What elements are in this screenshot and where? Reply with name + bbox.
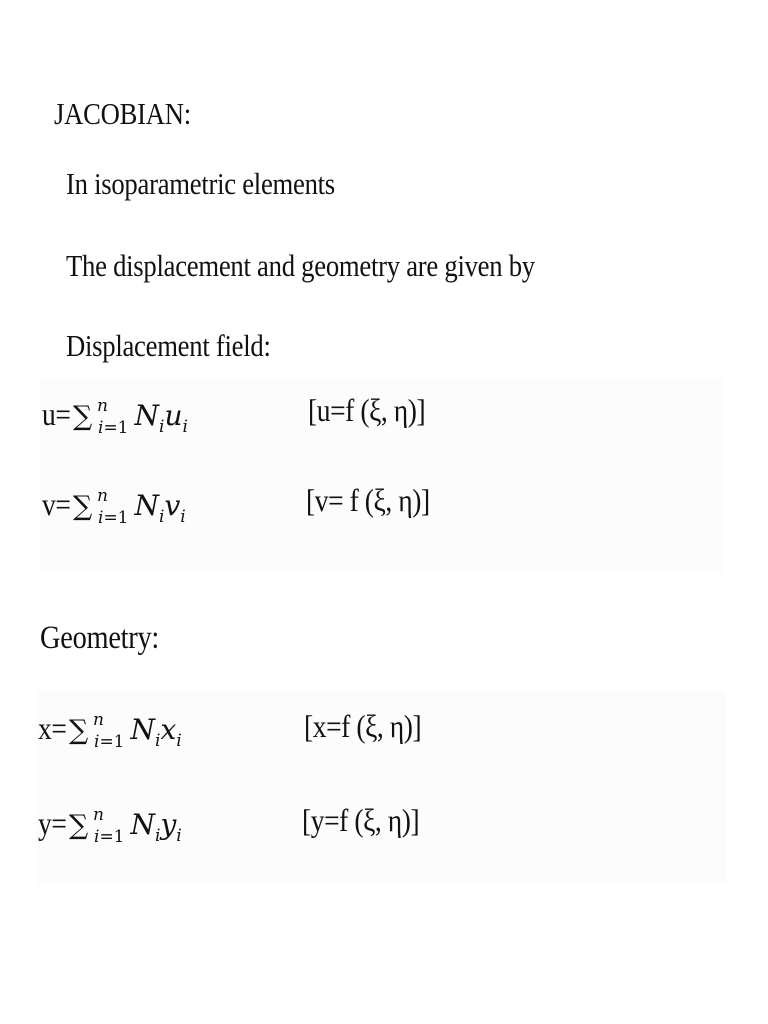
shape-function-index: i [155,826,161,846]
nodal-variable: v [164,489,181,522]
shape-function-index: i [155,731,161,751]
nodal-variable: u [164,399,183,432]
summation-symbol: ∑ [73,401,93,432]
shape-function-index: i [159,417,165,437]
equation-x-function: [x=f (ξ, η)] [304,708,422,744]
equation-u [42,396,188,438]
nodal-variable-index: i [182,417,188,437]
equation-x [38,710,182,752]
equation-lhs: v= [42,486,71,522]
equation-lhs: y= [38,805,67,841]
equation-y [38,805,182,847]
summation-symbol: ∑ [69,810,89,841]
page-title: JACOBIAN: [54,96,191,131]
shape-function: N [130,808,155,841]
equation-lhs: u= [42,396,71,432]
displacement-field-heading: Displacement field: [66,328,271,363]
shape-function: N [130,713,155,746]
shape-function-index: i [159,507,165,527]
summation-lower-limit: i=1 [98,418,129,438]
summation-lower-limit: i=1 [94,732,125,752]
summation-upper-limit: n [93,710,104,730]
nodal-variable: y [160,808,177,841]
intro-line-2: The displacement and geometry are given by [66,248,535,283]
equation-v-function: [v= f (ξ, η)] [306,482,430,518]
intro-line-1: In isoparametric elements [66,166,335,201]
summation-lower-limit: i=1 [94,827,125,847]
equation-v [42,486,186,528]
nodal-variable-index: i [176,826,182,846]
summation-symbol: ∑ [73,491,93,522]
summation-upper-limit: n [97,396,108,416]
summation-upper-limit: n [93,805,104,825]
shape-function: N [134,399,159,432]
equation-y-function: [y=f (ξ, η)] [302,802,420,838]
nodal-variable: x [160,713,177,746]
nodal-variable-index: i [180,507,186,527]
nodal-variable-index: i [176,731,182,751]
geometry-heading: Geometry: [40,620,160,656]
summation-symbol: ∑ [69,715,89,746]
summation-upper-limit: n [97,486,108,506]
equation-u-function: [u=f (ξ, η)] [308,392,426,428]
shape-function: N [134,489,159,522]
equation-lhs: x= [38,710,67,746]
summation-lower-limit: i=1 [98,508,129,528]
